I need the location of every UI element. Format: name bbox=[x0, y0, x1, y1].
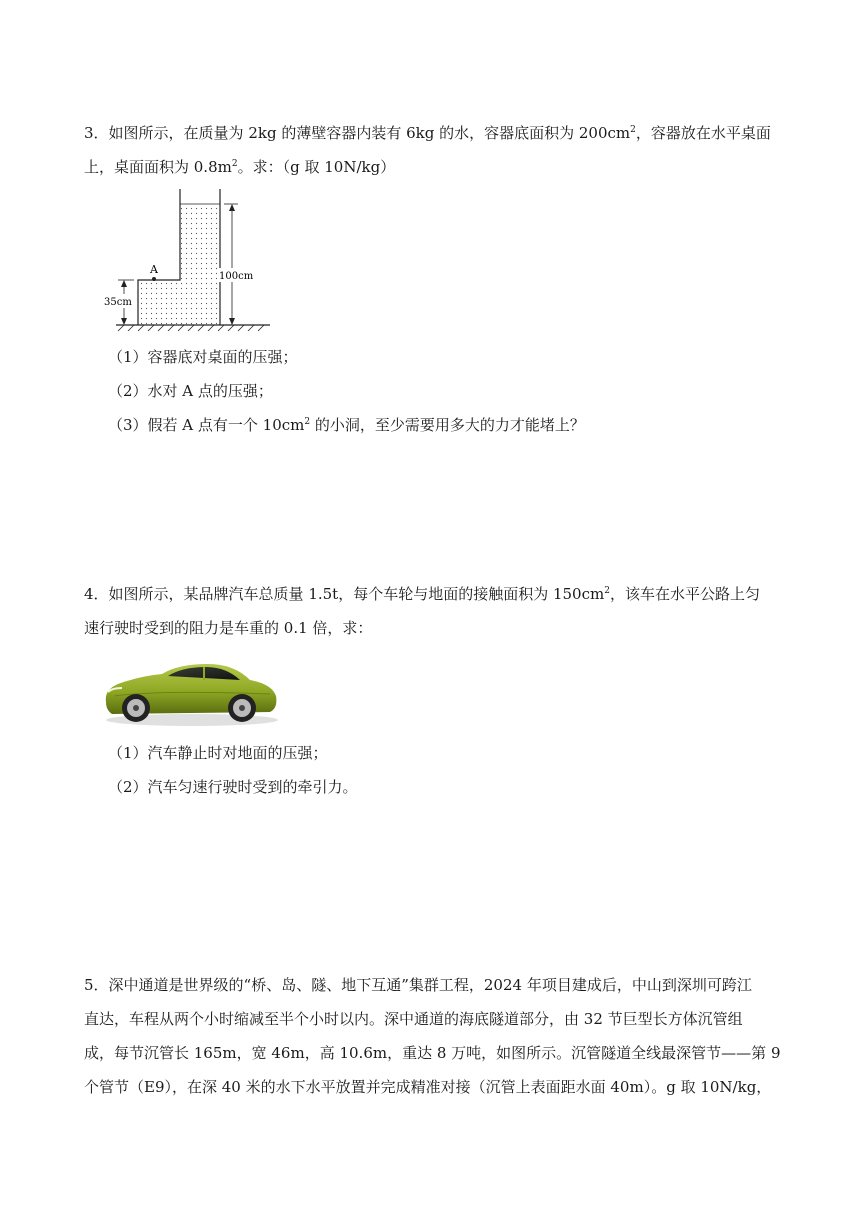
q3-line1: 3．如图所示，在质量为 2kg 的薄壁容器内装有 6kg 的水，容器底面积为 $200cm^2$，容器放在水平桌面 bbox=[84, 124, 771, 142]
container-diagram bbox=[104, 186, 276, 336]
q3-line2: 上，桌面面积为 $0.8m^2$。求：（g 取 10N/kg） bbox=[84, 158, 396, 176]
q3-sub2: （2）水对 A 点的压强； bbox=[108, 382, 273, 400]
q3-sub3: （3）假若 A 点有一个 $10cm^2$ 的小洞，至少需要用多大的力才能堵上？ bbox=[108, 416, 585, 434]
q4-line1: 4．如图所示，某品牌汽车总质量 1.5t，每个车轮与地面的接触面积为 $150cm^2$，该车在水平公路上匀 bbox=[84, 585, 760, 603]
q4-line2: 速行驶时受到的阻力是车重的 0.1 倍，求： bbox=[84, 619, 373, 637]
q5-line4: 个管节（E9），在深 40 米的水下水平放置并完成精准对接（沉管上表面距水面 40m）。g 取 10N/kg， bbox=[84, 1078, 772, 1096]
q5-line3: 成，每节沉管长 165m，宽 46m，高 10.6m，重达 8 万吨，如图所示。沉管隧道全线最深管节——第 9 bbox=[84, 1044, 781, 1062]
height-total-label: 100cm bbox=[219, 271, 254, 282]
q3-sub1: （1）容器底对桌面的压强； bbox=[108, 348, 298, 366]
q5-line1: 5．深中通道是世界级的“桥、岛、隧、地下互通”集群工程，2024 年项目建成后，中山到深圳可跨江 bbox=[84, 976, 752, 994]
q5-line2: 直达，车程从两个小时缩减至半个小时以内。深中通道的海底隧道部分，由 32 节巨型长方体沉管组 bbox=[84, 1010, 743, 1028]
point-a-label: A bbox=[150, 263, 158, 276]
height-a-label: 35cm bbox=[104, 297, 132, 308]
car-image bbox=[100, 656, 280, 728]
q4-sub2: （2）汽车匀速行驶时受到的牵引力。 bbox=[108, 778, 358, 796]
q4-sub1: （1）汽车静止时对地面的压强； bbox=[108, 744, 328, 762]
